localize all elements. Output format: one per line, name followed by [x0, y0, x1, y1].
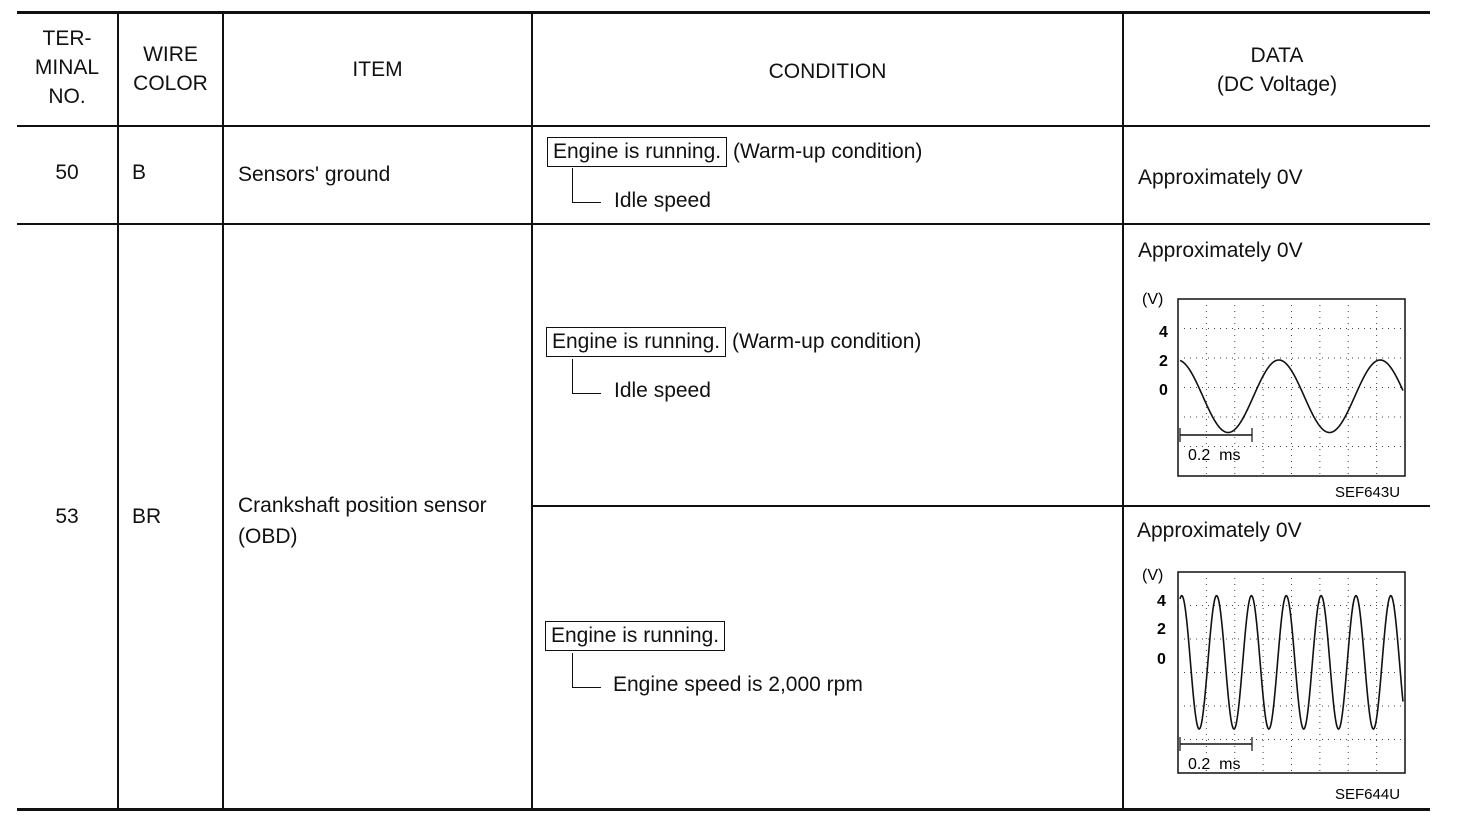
oscilloscope-trace-2 — [1136, 558, 1426, 806]
row50-bottom-border — [17, 223, 1430, 225]
scope-tick-4: 4 — [1157, 593, 1166, 610]
condition-bracket — [572, 653, 601, 688]
scope-time-label: 0.2 ms — [1188, 756, 1241, 773]
scope-time-label: 0.2 ms — [1188, 447, 1241, 464]
header-item: ITEM — [352, 58, 403, 81]
header-bottom-border — [17, 125, 1430, 127]
row53-wire-color: BR — [132, 505, 162, 528]
row53-item-line2: (OBD) — [238, 525, 298, 548]
row53-sub1-data: Approximately 0V — [1138, 239, 1303, 262]
condition-box: Engine is running. — [545, 621, 725, 651]
condition-note: (Warm-up condition) — [732, 140, 923, 163]
scope-tick-2: 2 — [1159, 353, 1168, 370]
col-divider-4 — [1122, 11, 1124, 811]
scope-tick-0: 0 — [1157, 651, 1166, 668]
condition-bracket — [572, 168, 601, 203]
row53-sub1-condition — [546, 327, 921, 357]
row50-data: Approximately 0V — [1138, 166, 1303, 189]
condition-box: Engine is running. — [546, 327, 726, 357]
scope-waveform — [1180, 360, 1403, 433]
scope-tick-0: 0 — [1159, 382, 1168, 399]
col-divider-2 — [222, 11, 224, 811]
row50-wire-color: B — [132, 161, 147, 184]
row53-sub2-condition-sub: Engine speed is 2,000 rpm — [613, 673, 863, 696]
row53-terminal: 53 — [55, 505, 79, 528]
row50-terminal: 50 — [55, 161, 79, 184]
scope-figure-code: SEF644U — [1335, 786, 1401, 803]
row50-condition — [547, 137, 922, 167]
header-wire-color: WIRE COLOR — [133, 43, 208, 95]
row50-condition-sub: Idle speed — [614, 189, 711, 212]
header-data: DATA (DC Voltage) — [1216, 44, 1338, 96]
row53-item — [238, 490, 487, 552]
condition-bracket — [572, 359, 601, 394]
header-terminal: TER- MINAL NO. — [34, 27, 100, 108]
scope-unit-label: (V) — [1142, 567, 1164, 584]
row53-sub1-condition-sub: Idle speed — [614, 379, 711, 402]
table-top-border — [17, 11, 1430, 14]
col-divider-1 — [117, 11, 119, 811]
condition-note: (Warm-up condition) — [731, 330, 922, 353]
row53-sub2-condition — [545, 621, 725, 651]
col-divider-3 — [531, 11, 533, 811]
row53-sub-divider — [531, 505, 1430, 507]
row53-item-line1: Crankshaft position sensor — [238, 494, 487, 517]
scope-tick-4: 4 — [1159, 324, 1168, 341]
scope-grid — [1178, 572, 1405, 773]
header-condition: CONDITION — [768, 60, 887, 83]
condition-box: Engine is running. — [547, 137, 727, 167]
scope-unit-label: (V) — [1142, 291, 1164, 308]
table-bottom-border — [17, 808, 1430, 811]
scope-figure-code: SEF643U — [1335, 484, 1401, 500]
oscilloscope-trace-1 — [1136, 286, 1426, 500]
row53-sub2-data: Approximately 0V — [1137, 519, 1302, 542]
row50-item: Sensors' ground — [238, 163, 391, 186]
scope-tick-2: 2 — [1157, 621, 1166, 638]
